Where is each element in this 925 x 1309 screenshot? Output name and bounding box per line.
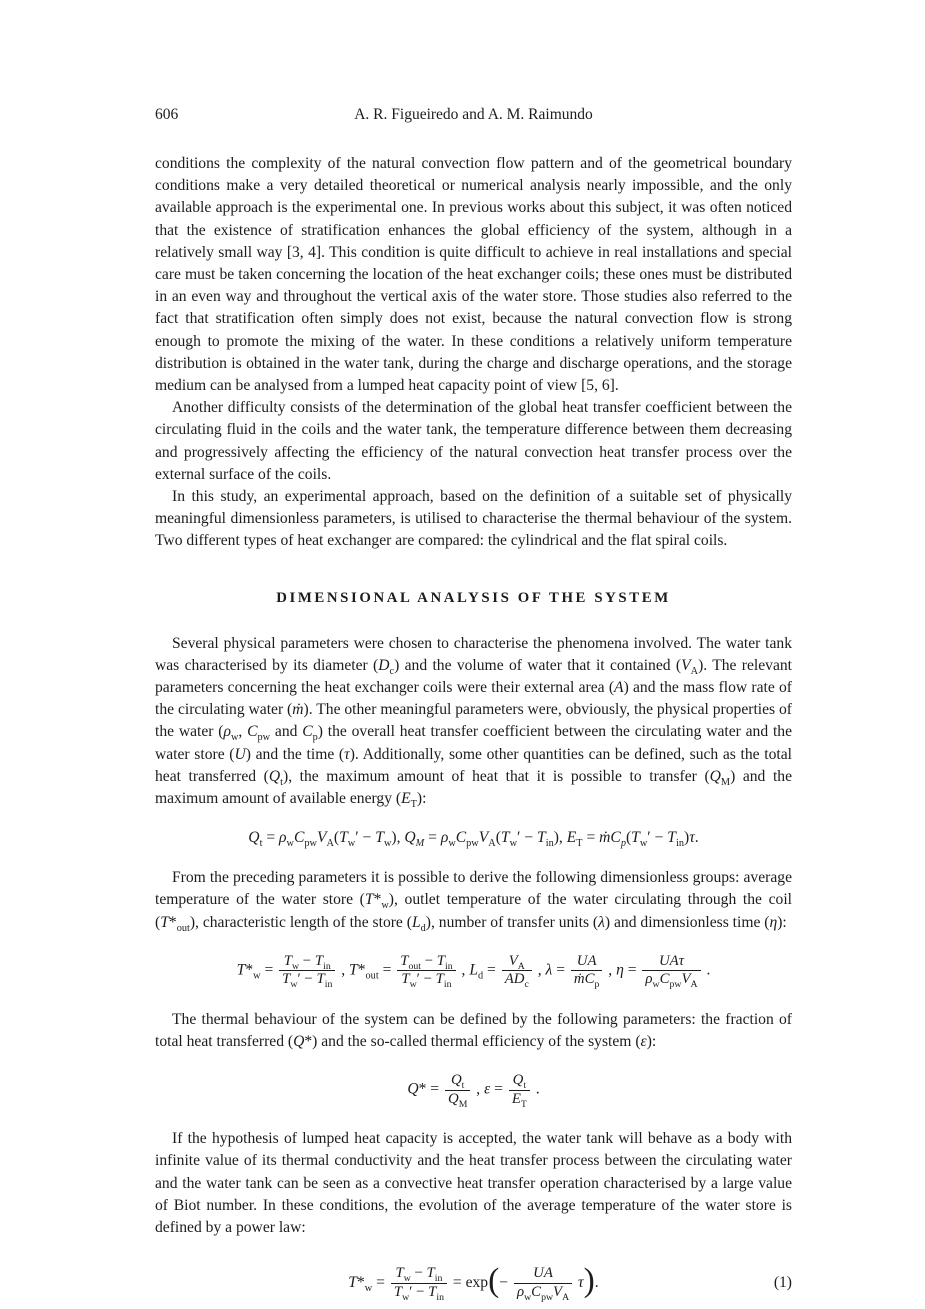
equation-dimensionless-groups: $T*_w$ = $\frac{T_w - T_{in}}{T_w' - T_{in}}$ , $T*_{out}$ = $\frac{T_{out} - T_{in}}{T_w' - T_{in}}$ , $L_d$ = $\frac{V_A}{AD_c}$ , λ = $\frac{UA}{ṁC_p}$ , η = $\frac{\text{UAτ}}{\rho_wC_{pw}V_A}$ . — [236, 952, 711, 991]
paragraph-section-2: From the preceding parameters it is possible to derive the following dimensionless groups: average temperature of the water store $(T*_w)$, outlet temperature of the water circulating through the coil $(T*_{out})$, characteristic length of the store $(L_d)$, number of transfer units (λ) and dimensionless time (η): — [155, 869, 792, 934]
article-body — [155, 153, 792, 1301]
paragraph-intro-3: In this study, an experimental approach, based on the definition of a suitable set of physically meaningful dimensionless parameters, is utilised to characterise the thermal behaviour of the system. Two different types of heat exchanger are compared: the cylindrical and the flat spiral coils. — [155, 488, 792, 550]
paragraph-section-4: If the hypothesis of lumped heat capacity is accepted, the water tank will behave as a body with infinite value of its thermal conductivity and the heat transfer process between the circulating water and the water tank can be seen as a convective heat transfer operation characterised by a large value of Biot number. In these conditions, the evolution of the average temperature of the water store is defined by a power law: — [155, 1130, 792, 1236]
paragraph-section-3: The thermal behaviour of the system can be defined by the following parameters: the fraction of total heat transferred (Q*) and the so-called thermal efficiency of the system (ε): — [155, 1010, 792, 1051]
equation-1-number: (1) — [773, 1274, 792, 1292]
running-head-authors: A. R. Figueiredo and A. M. Raimundo — [354, 106, 593, 123]
page-number: 606 — [155, 106, 179, 123]
page-header — [155, 106, 792, 124]
equation-q-star-epsilon: Q* = $\frac{Q_t}{Q_M}$ , ε = $\frac{Q_t}{E_T}$ . — [407, 1072, 540, 1110]
equation-1 — [155, 1262, 792, 1303]
paragraph-intro-2: Another difficulty consists of the determination of the global heat transfer coefficient between the circulating fluid in the coils and the water tank, the temperature difference between them decreasing and progressively affecting the efficiency of the natural convection heat transfer process over the external surface of the coils. — [155, 399, 792, 483]
paragraph-intro-1: conditions the complexity of the natural convection flow pattern and of the geometrical boundary conditions make a very detailed theoretical or numerical analysis nearly impossible, and the only available approach is the experimental one. In previous works about this subject, it was often noticed that the existence of stratification enhances the global efficiency of the system, although in a relatively small way [3, 4]. This condition is quite difficult to achieve in real installations and special care must be taken concerning the location of the heat exchanger coils; these ones must be distributed in an even way and throughout the vertical axis of the water store. Those studies also referred to the fact that stratification often simply does not exist, because the natural convection flow is strong enough to promote the mixing of the water. In these conditions a relatively uniform temperature distribution is obtained in the water tank, during the charge and discharge operations, and the storage medium can be analysed from a lumped heat capacity point of view [5, 6]. — [155, 155, 792, 395]
equation-1-body: $T*_w$ = $\frac{T_w - T_{in}}{T_w' - T_{in}}$ = exp(− $\frac{UA}{\rho_wC_{pw}V_A}$ τ). — [348, 1262, 599, 1303]
equation-heat-quantities: $Q_t = \rho_wC_{pw}V_A(T_w' - T_w)$, $Q_M = \rho_wC_{pw}V_A(T_w' - T_{in})$, $E_T$ = $ṁC_p(T_w' - T_{in})\tau$. — [248, 829, 699, 850]
section-heading: DIMENSIONAL ANALYSIS OF THE SYSTEM — [276, 589, 671, 606]
paragraph-section-1: Several physical parameters were chosen to characterise the phenomena involved. The water tank was characterised by its diameter $(D_c)$ and the volume of water that it contained $(V_A)$. The relevant parameters concerning the heat exchanger coils were their external area (A) and the mass flow rate of the circulating water (ṁ). The other meaningful parameters were, obviously, the physical properties of the water ($\rho_w$, $C_{pw}$ and $C_p$) the overall heat transfer coefficient between the circulating water and the water store (U) and the time (τ). Additionally, some other quantities can be defined, such as the total heat transferred $(Q_t)$, the maximum amount of heat that it is possible to transfer $(Q_M)$ and the maximum amount of available energy $(E_T)$: — [155, 634, 793, 811]
